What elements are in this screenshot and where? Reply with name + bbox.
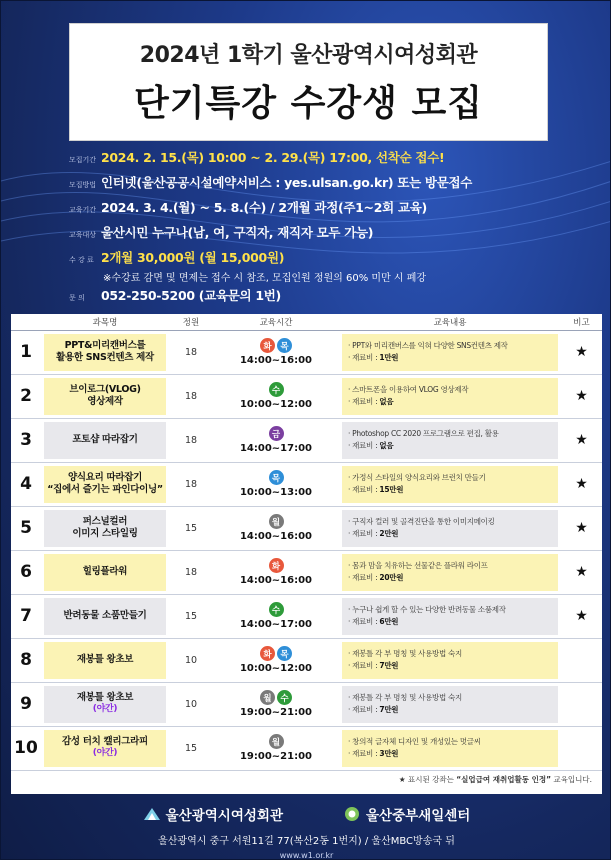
course-description: · 재봉틀 각 부 명칭 및 사용방법 숙지	[348, 649, 462, 658]
course-time: 14:00~17:00	[239, 619, 313, 630]
course-table	[11, 314, 602, 794]
course-time: 14:00~16:00	[239, 355, 313, 366]
course-name	[44, 598, 166, 635]
course-days	[269, 470, 284, 485]
table-row	[11, 418, 602, 462]
info-period-value: 2024. 2. 15.(목) 10:00 ~ 2. 29.(목) 17:00, 선착순 접수!	[101, 150, 445, 165]
fee-label: 재료비 :	[352, 749, 380, 758]
logo-women-center	[143, 804, 283, 824]
course-time: 14:00~16:00	[239, 531, 313, 542]
course-quota: 18	[169, 550, 213, 594]
course-time: 14:00~17:00	[239, 443, 313, 454]
fee-label: 재료비 :	[352, 485, 380, 494]
day-badge: 화	[260, 646, 275, 661]
info-target-label: 교육대상	[69, 231, 97, 239]
course-days	[269, 382, 284, 397]
fee-value: 7만원	[379, 661, 399, 670]
logo2-text: 울산중부새일센터	[366, 808, 471, 824]
day-badge: 금	[269, 426, 284, 441]
row-number: 7	[11, 594, 41, 638]
course-name-line: 이미지 스타일링	[72, 528, 138, 539]
info-section	[69, 148, 599, 311]
table-row	[11, 506, 602, 550]
footer-address: 울산광역시 중구 서원11길 77(복산2동 1번지) / 울산MBC방송국 뒤	[158, 836, 455, 847]
day-badge: 목	[269, 470, 284, 485]
table-row	[11, 462, 602, 506]
star-mark: ★	[561, 506, 602, 550]
header-content: 교육내용	[339, 314, 561, 330]
fee-value: 2만원	[379, 529, 399, 538]
course-quota: 15	[169, 726, 213, 770]
footer-logos	[1, 804, 611, 824]
course-days	[260, 646, 292, 661]
table-header	[11, 314, 602, 330]
title-box	[70, 24, 547, 140]
course-description: · 재봉틀 각 부 명칭 및 사용방법 숙지	[348, 693, 462, 702]
course-name-line: “집에서 즐기는 파인다이닝”	[47, 484, 163, 495]
title-line1: 2024년 1학기 울산광역시여성회관	[139, 43, 478, 68]
course-time: 10:00~12:00	[239, 399, 313, 410]
row-number: 6	[11, 550, 41, 594]
course-name-line: 재봉틀 왕초보	[76, 654, 134, 666]
course-name-line: 퍼스널컬러	[82, 516, 128, 528]
course-name-line: 재봉틀 왕초보	[76, 692, 134, 704]
course-name	[44, 378, 166, 415]
course-quota: 10	[169, 682, 213, 726]
course-description: · 누구나 쉽게 할 수 있는 다양한 반려동물 소품제작	[348, 605, 506, 614]
info-method-value: 인터넷(울산공공시설예약서비스 : yes.ulsan.go.kr) 또는 방문접수	[101, 175, 473, 190]
course-time: 19:00~21:00	[239, 707, 313, 718]
course-name	[44, 730, 166, 767]
fee-value: 6만원	[379, 617, 399, 626]
fee-label: 재료비 :	[352, 705, 380, 714]
course-name-line: 활용한 SNS컨텐츠 제작	[56, 352, 154, 363]
star-mark: ★	[561, 374, 602, 418]
course-content	[342, 510, 558, 547]
star-mark: ★	[561, 550, 602, 594]
course-fee: · 재료비 : 6만원	[348, 617, 399, 626]
table-row	[11, 726, 602, 770]
course-days	[260, 338, 292, 353]
day-badge: 수	[269, 382, 284, 397]
header-quota: 정원	[169, 314, 213, 330]
course-quota: 18	[169, 330, 213, 374]
day-badge: 수	[277, 690, 292, 705]
fee-value: 1만원	[379, 353, 399, 362]
info-edu-period	[69, 198, 599, 223]
women-center-logo-icon	[143, 806, 161, 822]
course-quota: 15	[169, 594, 213, 638]
day-badge: 월	[269, 514, 284, 529]
fee-value: 7만원	[379, 705, 399, 714]
row-number: 1	[11, 330, 41, 374]
course-description: · Photoshop CC 2020 프로그램으로 편집, 활용	[348, 429, 499, 438]
course-time: 19:00~21:00	[239, 751, 313, 762]
star-mark	[561, 682, 602, 726]
course-content	[342, 334, 558, 371]
fee-label: 재료비 :	[352, 661, 380, 670]
course-fee: · 재료비 : 없음	[348, 397, 394, 406]
table-row	[11, 594, 602, 638]
info-target-value: 울산시민 누구나(남, 여, 구직자, 재직자 모두 가능)	[101, 225, 374, 240]
course-quota: 18	[169, 374, 213, 418]
row-number: 5	[11, 506, 41, 550]
course-sub: (야간)	[92, 704, 118, 715]
info-edu-period-label: 교육기간	[69, 206, 97, 214]
star-mark: ★	[561, 594, 602, 638]
row-number: 9	[11, 682, 41, 726]
day-badge: 월	[269, 734, 284, 749]
day-badge: 화	[269, 558, 284, 573]
info-period	[69, 148, 599, 173]
row-number: 3	[11, 418, 41, 462]
course-name	[44, 642, 166, 679]
day-badge: 목	[277, 646, 292, 661]
course-description: · PPT와 미리캔버스를 익혀 다양한 SNS컨텐츠 제작	[348, 341, 508, 350]
course-name-line: 영상제작	[87, 396, 123, 407]
day-badge: 목	[277, 338, 292, 353]
info-edu-period-value: 2024. 3. 4.(월) ~ 5. 8.(수) / 2개월 과정(주1~2회 교육)	[101, 200, 427, 215]
header-course: 과목명	[41, 314, 169, 330]
fee-label: 재료비 :	[352, 397, 380, 406]
footnote-suffix: 교육입니다.	[551, 774, 592, 784]
course-name-line: PPT&미리캔버스를	[64, 340, 146, 352]
star-mark: ★	[561, 462, 602, 506]
course-content	[342, 378, 558, 415]
table-row	[11, 682, 602, 726]
table-row	[11, 550, 602, 594]
row-number: 4	[11, 462, 41, 506]
course-sub: (야간)	[92, 748, 118, 759]
page-title: 단기특강 수강생 모집	[133, 83, 484, 124]
course-fee: · 재료비 : 7만원	[348, 705, 399, 714]
footer	[1, 794, 611, 860]
row-number: 10	[11, 726, 41, 770]
course-quota: 18	[169, 418, 213, 462]
course-description: · 구직자 컬러 및 골격진단을 통한 이미지메이킹	[348, 517, 495, 526]
fee-label: 재료비 :	[352, 441, 380, 450]
star-mark: ★	[561, 330, 602, 374]
info-contact-label: 문 의	[69, 294, 85, 302]
table-footnote	[11, 771, 602, 785]
course-fee: · 재료비 : 없음	[348, 441, 394, 450]
day-badge: 수	[269, 602, 284, 617]
course-days	[269, 602, 284, 617]
course-time: 10:00~12:00	[239, 663, 313, 674]
fee-value: 15만원	[379, 485, 404, 494]
info-method-label: 모집방법	[69, 181, 97, 189]
header-time: 교육시간	[213, 314, 339, 330]
fee-label: 재료비 :	[352, 573, 380, 582]
course-content	[342, 730, 558, 767]
course-days	[269, 734, 284, 749]
course-name	[44, 334, 166, 371]
course-content	[342, 598, 558, 635]
course-content	[342, 466, 558, 503]
fee-value: 20만원	[379, 573, 404, 582]
course-description: · 스마트폰을 이용하여 VLOG 영상제작	[348, 385, 469, 394]
info-period-label: 모집기간	[69, 156, 97, 164]
footnote-bold: “실업급여 재취업활동 인정”	[456, 774, 551, 784]
star-mark	[561, 726, 602, 770]
course-fee: · 재료비 : 3만원	[348, 749, 399, 758]
course-days	[269, 514, 284, 529]
course-content	[342, 686, 558, 723]
course-fee: · 재료비 : 1만원	[348, 353, 399, 362]
fee-label: 재료비 :	[352, 617, 380, 626]
course-time: 10:00~13:00	[239, 487, 313, 498]
course-content	[342, 642, 558, 679]
info-fee-label: 수 강 료	[69, 256, 94, 264]
course-description: · 몸과 맘을 치유하는 선물같은 플라워 라이프	[348, 561, 488, 570]
logo-saeil-center	[343, 804, 470, 824]
course-name-line: 힐링플라워	[82, 566, 128, 578]
course-name-line: 포토샵 따라잡기	[72, 434, 138, 446]
fee-value: 없음	[379, 441, 394, 450]
info-contact-value: 052-250-5200 (교육문의 1번)	[101, 288, 281, 303]
course-name-line: 브이로그(VLOG)	[69, 384, 141, 396]
info-fee-value: 2개월 30,000원 (월 15,000원)	[101, 250, 285, 265]
fee-value: 없음	[379, 397, 394, 406]
row-number: 8	[11, 638, 41, 682]
footnote-prefix: ★ 표시된 강좌는	[398, 774, 457, 784]
fee-label: 재료비 :	[352, 529, 380, 538]
course-name-line: 반려동물 소품만들기	[63, 610, 147, 622]
course-name	[44, 554, 166, 591]
table-row	[11, 638, 602, 682]
star-mark: ★	[561, 418, 602, 462]
course-fee: · 재료비 : 15만원	[348, 485, 404, 494]
info-target	[69, 223, 599, 248]
course-fee: · 재료비 : 2만원	[348, 529, 399, 538]
course-quota: 10	[169, 638, 213, 682]
day-badge: 화	[260, 338, 275, 353]
table-row	[11, 374, 602, 418]
table-row	[11, 330, 602, 374]
course-days	[260, 690, 292, 705]
info-note: ※수강료 감면 및 면제는 접수 시 참조, 모집인원 정원의 60% 미만 시 폐강	[103, 273, 427, 284]
course-days	[269, 426, 284, 441]
row-number: 2	[11, 374, 41, 418]
course-name	[44, 466, 166, 503]
course-name	[44, 422, 166, 459]
course-fee: · 재료비 : 7만원	[348, 661, 399, 670]
course-quota: 18	[169, 462, 213, 506]
course-name-line: 양식요리 따라잡기	[67, 472, 143, 484]
course-name-line: 감성 터치 캘리그라피	[62, 736, 148, 748]
info-method	[69, 173, 599, 198]
info-contact	[69, 286, 599, 311]
course-description: · 창의적 글자체 디자인 및 개성있는 멋글씨	[348, 737, 481, 746]
course-content	[342, 422, 558, 459]
day-badge: 월	[260, 690, 275, 705]
course-fee: · 재료비 : 20만원	[348, 573, 404, 582]
course-name	[44, 686, 166, 723]
fee-value: 3만원	[379, 749, 399, 758]
fee-label: 재료비 :	[352, 353, 380, 362]
course-quota: 15	[169, 506, 213, 550]
star-mark	[561, 638, 602, 682]
course-days	[269, 558, 284, 573]
saeil-center-logo-icon	[343, 806, 361, 822]
course-description: · 가정식 스타일의 양식요리와 브런치 만들기	[348, 473, 486, 482]
course-name	[44, 510, 166, 547]
footer-url: www.w1.or.kr	[279, 851, 334, 860]
logo1-text: 울산광역시여성회관	[165, 808, 284, 824]
header-note: 비고	[561, 314, 602, 330]
course-time: 14:00~16:00	[239, 575, 313, 586]
course-content	[342, 554, 558, 591]
